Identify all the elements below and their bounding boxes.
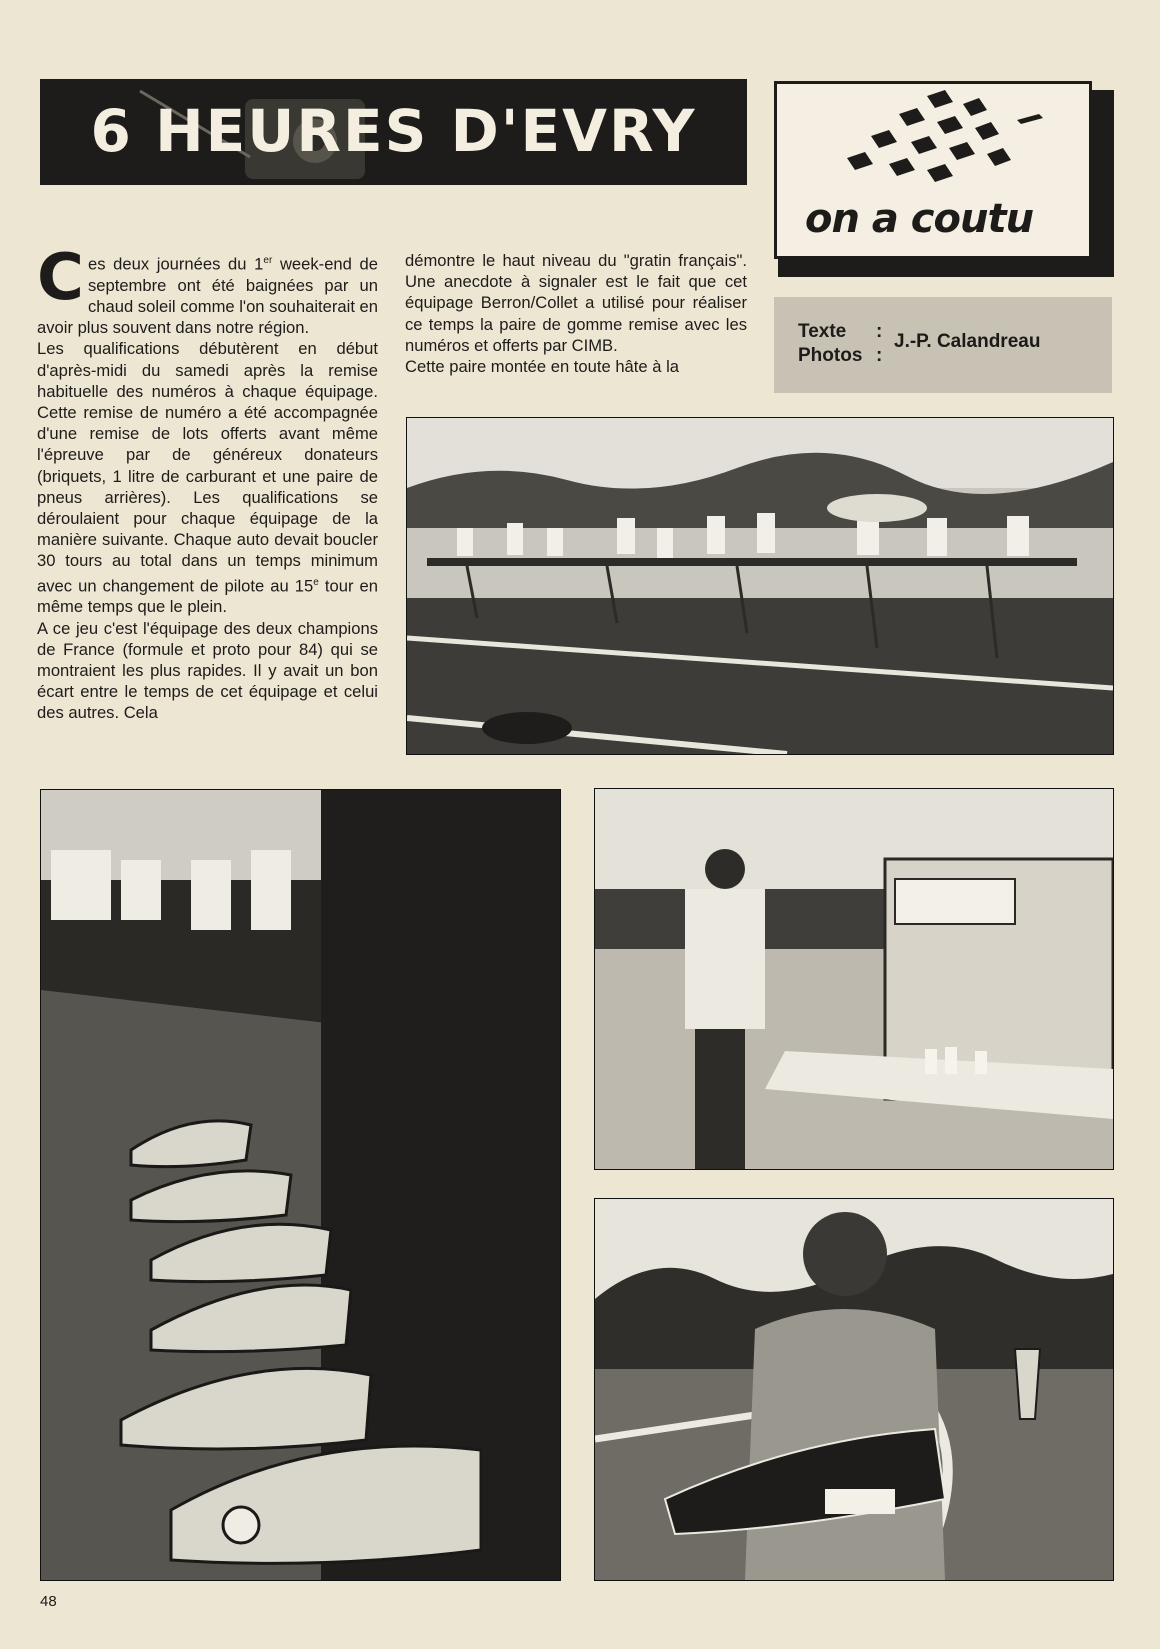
logo-box	[774, 81, 1092, 259]
texte-label: Texte	[798, 321, 847, 342]
page-number: 48	[40, 1593, 57, 1610]
photo-drivers-stand	[406, 417, 1114, 755]
author-name: J.-P. Calandreau	[894, 331, 1041, 352]
page-title: 6 HEURES D'EVRY	[90, 97, 697, 165]
paragraph: démontre le haut niveau du "gratin français". Une anecdote à signaler est le fait que cet équipage Berron/Collet a utilisé pour réaliser ce temps la paire de gomme remise avec les numéros et offerts par CIMB.	[405, 251, 747, 355]
photo-boy-with-trophy	[594, 1198, 1114, 1581]
logo-text: on a coutu	[805, 196, 1034, 242]
checkered-flag-icon	[777, 84, 1089, 194]
paragraph: Ces deux journées du 1er week-end de septembre ont été baignées par un chaud soleil comme l'on souhaiterait en avoir plus souvent dans notre région.	[37, 241, 379, 338]
article-column-2	[405, 250, 747, 377]
credits-box	[774, 297, 1112, 393]
article-column-1	[37, 241, 379, 724]
photos-label: Photos	[798, 345, 863, 366]
paragraph: A ce jeu c'est l'équipage des deux champions de France (formule et proto pour 84) qui se montraient les plus rapides. Il y avait un bon écart entre le temps de cet équipage et celui des autres. Cela	[37, 618, 378, 723]
title-banner	[40, 79, 747, 185]
paragraph: Les qualifications débutèrent en début d'après-midi du samedi après la remise habituelle des numéros à chaque équipage. Cette remise de numéro a été accompagnée d'une remise de lots offerts avant même l'épreuve par de généreux donateurs (briquets, 1 litre de carburant et une paire de pneus arrières). Les qualifications se déroulaient pour chaque équipage de la manière suivante. Chaque auto devait boucler 30 tours au total dans un temps minimum avec un changement de pilote au 15e tour en même temps que le plein.	[37, 339, 378, 617]
paragraph: Cette paire montée en toute hâte à la	[405, 357, 679, 377]
photo-trophy-table	[594, 788, 1114, 1170]
photo-cars-lineup	[40, 789, 561, 1581]
drop-cap: C	[37, 241, 84, 315]
texte-colon: :	[876, 321, 883, 342]
photos-colon: :	[876, 345, 883, 366]
